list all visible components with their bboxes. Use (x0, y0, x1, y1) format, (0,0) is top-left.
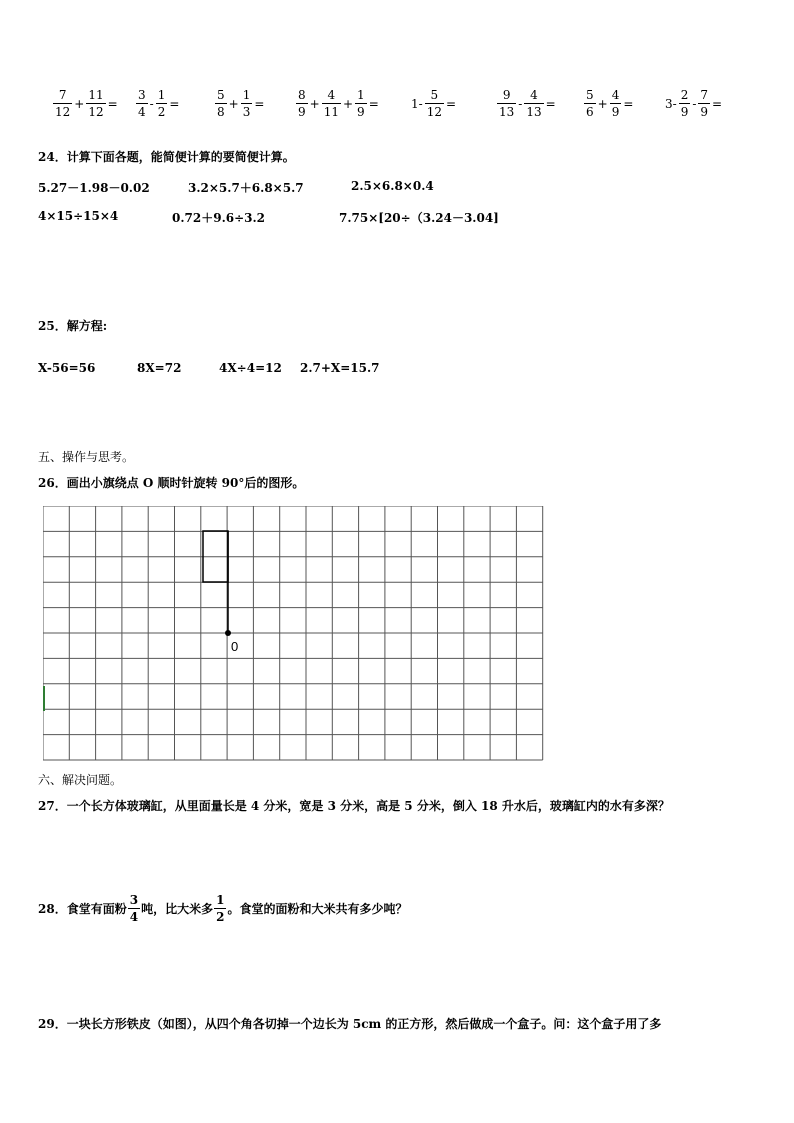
q24-title: 24．计算下面各题，能简便计算的要简便计算。 (38, 150, 295, 164)
fraction: $\frac{5}{6}$ (586, 88, 594, 119)
rotation-point-o (225, 630, 231, 636)
q29-text: 29．一块长方形铁皮（如图），从四个角各切掉一个边长为 5cm 的正方形，然后做成一个盒子。问：这个盒子用了多 (38, 1017, 662, 1031)
operator: + (74, 96, 85, 111)
section-5-heading: 五、操作与思考。 (38, 450, 135, 464)
operator: 1- (411, 96, 423, 111)
operator: = (169, 96, 180, 111)
q28-text (38, 893, 407, 924)
operator: = (107, 96, 118, 111)
fraction-expression (214, 88, 265, 119)
q28-fraction-1: $\frac{3}{4}$ (129, 893, 139, 924)
fraction: $\frac{9}{13}$ (499, 88, 515, 119)
point-o-label: 0 (231, 639, 239, 654)
q25-eq-3: 4X÷4=12 (219, 361, 282, 375)
fraction: $\frac{1}{3}$ (242, 88, 251, 119)
fraction: $\frac{5}{12}$ (426, 88, 442, 119)
fraction: $\frac{4}{11}$ (323, 88, 339, 119)
q28-before: 28．食堂有面粉 (38, 902, 127, 916)
operator: - (692, 96, 697, 111)
q24-expr-6: 7.75×[20÷（3.24－3.04] (339, 211, 499, 225)
q25-eq-2: 8X=72 (137, 361, 182, 375)
q24-expr-3: 2.5×6.8×0.4 (351, 179, 434, 193)
fraction-expression (496, 88, 557, 119)
fraction: $\frac{1}{9}$ (357, 88, 365, 119)
operator: + (597, 96, 608, 111)
operator: = (623, 96, 634, 111)
fraction: $\frac{2}{9}$ (680, 88, 689, 119)
fraction-expression (664, 88, 723, 119)
q27-text: 27．一个长方体玻璃缸，从里面量长是 4 分米，宽是 3 分米，高是 5 分米，倒入 18 升水后，玻璃缸内的水有多深？ (38, 799, 670, 813)
fraction: $\frac{7}{9}$ (700, 88, 709, 119)
operator: = (368, 96, 379, 111)
fraction-expression (135, 88, 180, 119)
fraction: $\frac{4}{9}$ (611, 88, 620, 119)
fraction: $\frac{11}{12}$ (88, 88, 104, 119)
square-grid (43, 506, 545, 762)
q24-expr-2: 3.2×5.7＋6.8×5.7 (188, 181, 304, 195)
operator: 3- (665, 96, 677, 111)
q25-eq-4: 2.7+X=15.7 (300, 361, 380, 375)
q25-title: 25．解方程: (38, 319, 108, 333)
green-grid-mark (43, 686, 45, 711)
fraction-expression (295, 88, 380, 119)
fraction: $\frac{7}{12}$ (55, 88, 71, 119)
fraction-expression (583, 88, 634, 119)
fraction-expression (410, 88, 457, 119)
operator: + (342, 96, 354, 111)
q25-eq-1: X-56=56 (38, 361, 96, 375)
q24-expr-5: 0.72＋9.6÷3.2 (172, 211, 266, 225)
q28-fraction-2: $\frac{1}{2}$ (216, 893, 225, 924)
q24-expr-1: 5.27－1.98－0.02 (38, 181, 150, 195)
operator: = (545, 96, 556, 111)
fraction: $\frac{1}{2}$ (157, 88, 166, 119)
fraction: $\frac{4}{13}$ (526, 88, 542, 119)
fraction-expression (52, 88, 119, 119)
fraction: $\frac{5}{8}$ (217, 88, 225, 119)
q28-after: 。食堂的面粉和大米共有多少吨？ (227, 902, 408, 916)
operator: - (518, 96, 523, 111)
operator: + (228, 96, 239, 111)
q24-expr-4: 4×15÷15×4 (38, 209, 119, 223)
fraction: $\frac{8}{9}$ (298, 88, 306, 119)
q26-title: 26．画出小旗绕点 O 顺时针旋转 90°后的图形。 (38, 476, 305, 490)
grid-lines (43, 506, 543, 760)
section-6-heading: 六、解决问题。 (38, 773, 123, 787)
operator: - (149, 96, 154, 111)
q28-middle: 吨，比大米多 (141, 902, 214, 916)
fraction: $\frac{3}{4}$ (138, 88, 146, 119)
operator: = (254, 96, 265, 111)
operator: = (712, 96, 723, 111)
operator: + (309, 96, 320, 111)
operator: = (445, 96, 457, 111)
